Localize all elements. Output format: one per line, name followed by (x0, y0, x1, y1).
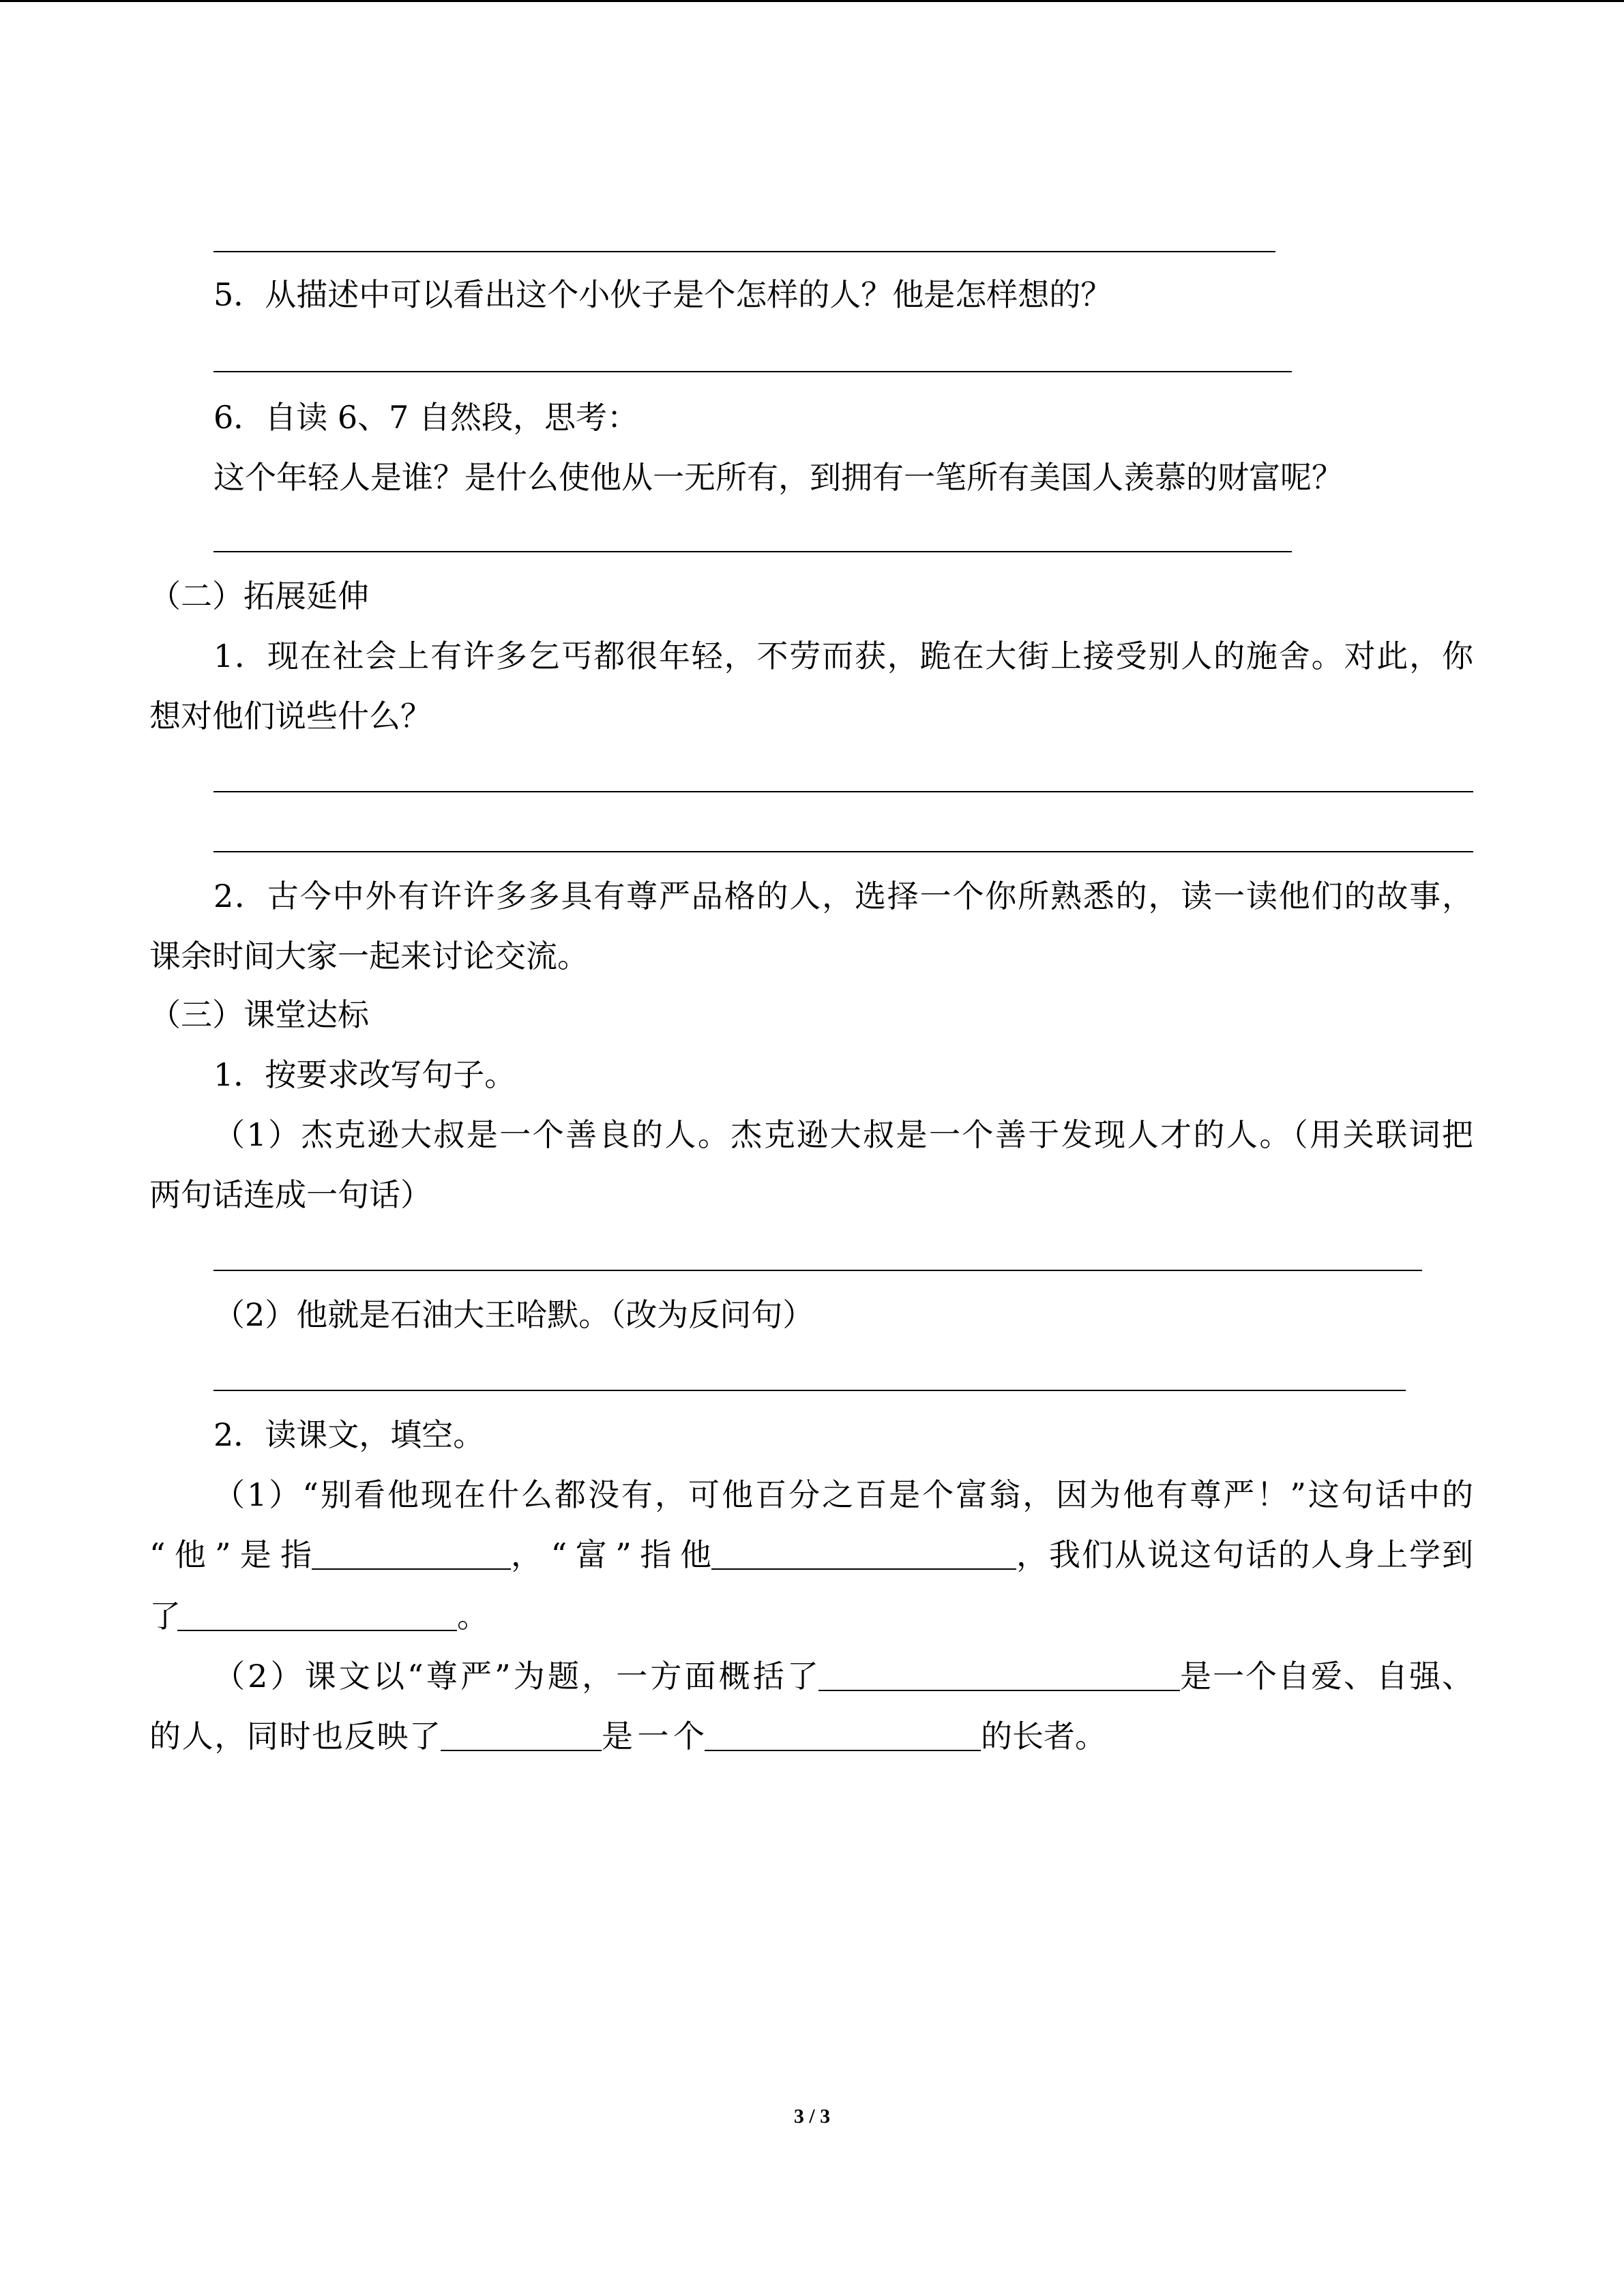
fill-blank-item-2-row (0, 1660, 1624, 1693)
text-segment: 的长者。 (981, 1718, 1106, 1755)
fill-blank-item-1-row (0, 1538, 1624, 1571)
rewrite-item-1-line: （1）杰克逊大叔是一个善良的人。杰克逊大叔是一个善于发现人才的人。（用关联词把 (213, 1116, 1473, 1153)
text-segment: 是一个自爱、自强、 (1180, 1658, 1473, 1695)
text-segment: 了 (149, 1598, 181, 1635)
fill-blank-item-1-line: （1）“别看他现在什么都没有，可他百分之百是个富翁，因为他有尊严！”这句话中的 (213, 1476, 1473, 1513)
rewrite-item-1-line: 两句话连成一句话） (149, 1176, 432, 1213)
answer-blank (711, 1538, 1016, 1570)
text-segment: ，我们从说这句话的人身上学到 (1016, 1536, 1473, 1573)
question-6-text: 这个年轻人是谁？是什么使他从一无所有，到拥有一笔所有美国人羡慕的财富呢？ (213, 459, 1343, 496)
page-top-border (0, 0, 1624, 2)
section-heading-extension: （二）拓展延伸 (149, 578, 369, 614)
rewrite-question-title: 1．按要求改写句子。 (213, 1056, 516, 1093)
answer-blank (312, 1538, 511, 1570)
answer-blank (441, 1720, 602, 1751)
answer-line (213, 251, 1275, 252)
answer-blank (818, 1660, 1180, 1691)
text-segment: ，“富”指他 (511, 1536, 711, 1573)
answer-line (213, 551, 1292, 552)
extension-q1-line: 想对他们说些什么？ (149, 698, 432, 734)
text-segment: 的人，同时也反映了 (149, 1718, 441, 1755)
fill-blank-question-title: 2．读课文，填空。 (213, 1416, 485, 1453)
fill-blank-item-2-row (0, 1720, 1624, 1753)
extension-q2-line: 课余时间大家一起来讨论交流。 (149, 938, 589, 974)
rewrite-item-2: （2）他就是石油大王哈默。（改为反问句） (213, 1296, 814, 1333)
fill-blank-item-1-row (0, 1598, 1624, 1635)
section-heading-classroom-check: （三）课堂达标 (149, 996, 369, 1033)
answer-line (213, 851, 1473, 852)
text-segment: 是一个 (602, 1718, 705, 1755)
text-segment: （2）课文以“尊严”为题，一方面概括了 (213, 1658, 818, 1695)
extension-q2-line: 2．古今中外有许许多多具有尊严品格的人，选择一个你所熟悉的，读一读他们的故事， (213, 878, 1473, 914)
text-segment: 。 (457, 1598, 488, 1635)
question-6-prompt: 6．自读 6、7 自然段，思考： (213, 399, 639, 436)
answer-line (213, 371, 1292, 372)
question-5: 5．从描述中可以看出这个小伙子是个怎样的人？他是怎样想的？ (213, 276, 1112, 313)
extension-q1-line: 1．现在社会上有许多乞丐都很年轻，不劳而获，跪在大街上接受别人的施舍。对此，你 (213, 638, 1473, 674)
answer-line (213, 1270, 1422, 1271)
answer-line (213, 1390, 1406, 1391)
page-number: 3 / 3 (793, 2105, 831, 2128)
answer-blank (705, 1720, 981, 1751)
answer-line (213, 791, 1473, 792)
text-segment: “他”是指 (149, 1536, 312, 1573)
answer-blank (177, 1600, 457, 1631)
